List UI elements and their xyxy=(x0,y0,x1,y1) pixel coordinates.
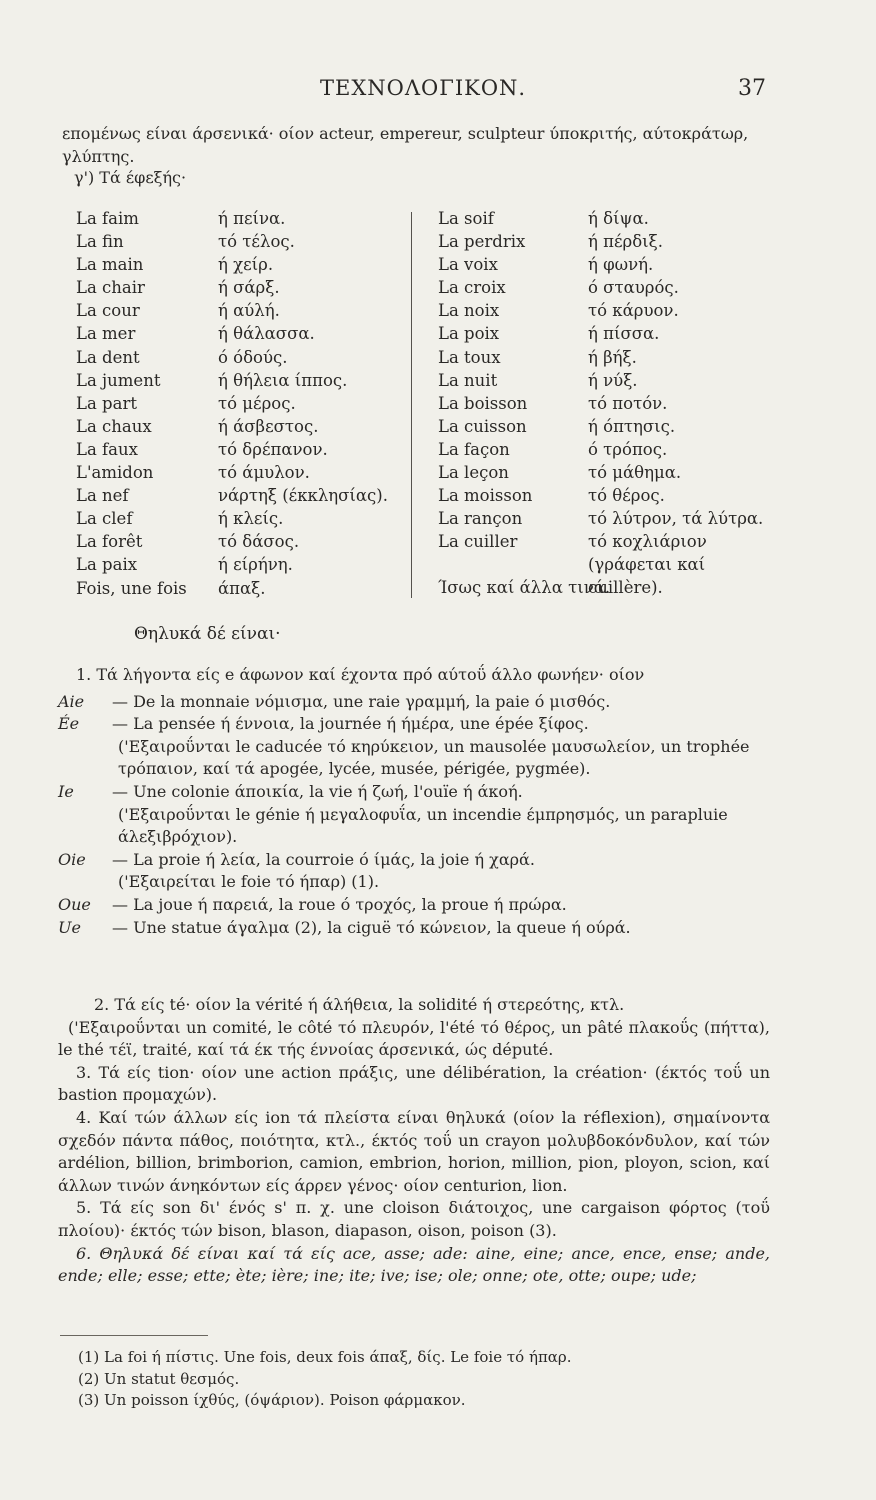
vocab-row xyxy=(438,507,778,530)
ending-ie: Ie — Une colonie άποικία, la vie ή ζωή, l'ouïe ή άκοή. xyxy=(58,781,770,804)
vocab-row xyxy=(76,299,406,322)
greek-translation: ή δίψα. xyxy=(588,209,649,228)
french-word: La chaux xyxy=(76,416,152,436)
vocab-row xyxy=(76,530,406,553)
greek-translation: τό μάθημα. xyxy=(588,463,682,483)
greek-translation: ή σάρξ. xyxy=(218,278,280,298)
french-word: La soif xyxy=(438,209,494,228)
french-word: La clef xyxy=(76,509,133,529)
feminine-endings xyxy=(58,664,770,939)
ending-label: Oue xyxy=(58,894,91,914)
exception-note: ('Εξαιροΰνται le génie ή μεγαλοφυΐα, un incendie έμπρησμός, un parapluie xyxy=(118,804,728,824)
vocab-row xyxy=(76,346,406,369)
vocab-row xyxy=(76,415,406,438)
greek-translation: ό όδούς. xyxy=(218,347,288,367)
greek-translation: τό θέρος. xyxy=(588,486,665,506)
vocab-row xyxy=(76,461,406,484)
greek-translation: ή αύλή. xyxy=(218,301,280,321)
rules-2-to-6 xyxy=(58,994,770,1288)
vocab-row xyxy=(438,415,778,438)
greek-translation: άπαξ. xyxy=(218,578,266,598)
vocab-row xyxy=(76,369,406,392)
rule-2: 2. Τά είς té· οίον la vérité ή άλήθεια, la solidité ή στερεότης, κτλ. xyxy=(94,995,625,1014)
french-word: La forêt xyxy=(76,532,143,552)
ending-label: Oie xyxy=(58,849,86,869)
greek-translation: ό τρόπος. xyxy=(588,439,668,459)
vocab-row xyxy=(438,392,778,415)
vocab-row xyxy=(76,253,406,276)
greek-translation: τό δάσος. xyxy=(218,532,300,552)
french-word: La paix xyxy=(76,555,138,575)
rule-5: 5. Τά είς son δι' ένός s' π. χ. une cloison διάτοιχος, une cargaison φόρτος (τοΰ πλοίου)· έκτός τών bison, blason, diapason, oison, poison (3). xyxy=(58,1198,770,1240)
french-word: La nuit xyxy=(438,370,498,390)
feminine-heading: Θηλυκά δέ είναι· xyxy=(134,624,281,644)
vocab-row xyxy=(76,207,406,230)
ending-label: Ue xyxy=(58,917,81,937)
greek-translation: ή πείνα. xyxy=(218,209,286,228)
greek-translation: ή πίσσα. xyxy=(588,324,660,344)
rule-6: 6. Θηλυκά δέ είναι καί τά είς ace, asse; ade: aine, eine; ance, ence, ense; ande, ende; elle; esse; ette; ète; ière; ine; ite; ive; ise; ole; onne; ote, otte; oupe; ude; xyxy=(58,1243,770,1286)
exception-note: τρόπαιον, καί τά apogée, lycée, musée, périgée, pygmée). xyxy=(118,759,591,779)
vocab-row xyxy=(438,369,778,392)
page-header xyxy=(0,76,876,106)
french-word: La croix xyxy=(438,278,506,298)
ending-oue: Oue — La joue ή παρειά, la roue ό τροχός, la proue ή πρώρα. xyxy=(58,894,770,917)
french-word: La cuiller xyxy=(438,532,518,552)
greek-translation: ή θήλεια ίππος. xyxy=(218,370,348,390)
running-title: ΤΕΧΝΟΛΟΓΙΚΟΝ. xyxy=(320,76,527,100)
greek-translation: τό τέλος. xyxy=(218,232,295,252)
greek-translation: ή βήξ. xyxy=(588,347,637,367)
french-word: La chair xyxy=(76,278,145,298)
vocab-row xyxy=(438,253,778,276)
ending-ee: Ée — La pensée ή έννοια, la journée ή ήμέρα, une épée ξίφος. xyxy=(58,713,770,736)
greek-translation: τό μέρος. xyxy=(218,393,296,413)
french-word: La perdrix xyxy=(438,232,526,252)
footnote-rule xyxy=(60,1335,208,1336)
vocab-row xyxy=(76,322,406,345)
french-word: La rançon xyxy=(438,509,523,529)
french-word: La leçon xyxy=(438,463,509,483)
greek-translation: τό κοχλιάριον (γράφεται καί cuillère). xyxy=(588,532,707,598)
greek-translation: ή είρήνη. xyxy=(218,555,293,575)
footnote: (1) La foi ή πίστις. Une fois, deux fois άπαξ, δίς. Le foie τό ήπαρ. xyxy=(78,1348,572,1366)
vocab-row xyxy=(76,553,406,576)
french-word: La nef xyxy=(76,486,129,506)
intro-paragraph xyxy=(62,122,768,168)
rule-3: 3. Τά είς tion· οίον une action πράξις, une délibération, la création· (έκτός τοΰ un bastion προμαχών). xyxy=(58,1062,770,1105)
vocab-row xyxy=(438,484,778,507)
ending-label: Ée xyxy=(58,714,80,734)
french-word: L'amidon xyxy=(76,463,154,483)
vocab-row xyxy=(438,299,778,322)
vocab-row xyxy=(438,322,778,345)
footnote: (2) Un statut θεσμός. xyxy=(78,1369,240,1388)
footnotes xyxy=(78,1347,572,1412)
greek-translation: νάρτηξ (έκκλησίας). xyxy=(218,486,388,506)
ending-label: Ie xyxy=(58,781,74,801)
french-word: La poix xyxy=(438,324,500,344)
rule-4: 4. Καί τών άλλων είς ion τά πλείστα είναι θηλυκά (οίον la réflexion), σημαίνοντα σχεδόν πάντα πάθος, ποιότητα, κτλ., έκτός τοΰ un crayon μολυβδοκόνδυλον, καί τών ardélion, billion, brimborion, camion, embrion, horion, million, pion, ployon, scion, καί άλλων τινών άνηκόντων είς άρρεν γένος· οίον centurion, lion. xyxy=(58,1107,770,1195)
vocab-column-right xyxy=(438,207,778,599)
greek-translation: τό κάρυον. xyxy=(588,301,679,321)
column-divider xyxy=(411,212,412,598)
vocab-row xyxy=(438,207,778,230)
french-word: La part xyxy=(76,393,137,413)
greek-translation: ό σταυρός. xyxy=(588,278,679,298)
page-number: 37 xyxy=(738,76,766,101)
french-word: La main xyxy=(76,255,144,275)
greek-translation: τό άμυλον. xyxy=(218,463,310,483)
greek-translation: ή κλείς. xyxy=(218,509,284,529)
greek-translation: τό λύτρον, τά λύτρα. xyxy=(588,509,764,529)
footnote: (3) Un poisson ίχθύς, (όψάριον). Poison φάρμακον. xyxy=(78,1391,466,1409)
french-word: La moisson xyxy=(438,486,533,506)
vocab-column-left xyxy=(76,207,406,600)
vocab-row xyxy=(76,230,406,253)
greek-translation: ή όπτησις. xyxy=(588,416,676,436)
greek-translation: ή θάλασσα. xyxy=(218,324,315,344)
vocab-row xyxy=(76,276,406,299)
french-word: Fois, une fois xyxy=(76,578,187,598)
greek-translation: ή φωνή. xyxy=(588,255,654,275)
greek-translation: τό δρέπανον. xyxy=(218,439,328,459)
vocab-subhead: γ') Τά έφεξής· xyxy=(74,168,187,187)
intro-line: γλύπτης. xyxy=(62,147,135,166)
exception-note: ('Εξαιροΰνται le caducée τό κηρύκειον, un mausolée μαυσωλείον, un trophée xyxy=(118,736,750,756)
vocab-row xyxy=(438,346,778,369)
greek-translation: ή άσβεστος. xyxy=(218,416,319,436)
french-word: La boisson xyxy=(438,393,528,413)
greek-translation: ή πέρδιξ. xyxy=(588,232,663,252)
french-word: La voix xyxy=(438,255,498,275)
exception-note: άλεξιβρόχιον). xyxy=(118,827,238,847)
vocab-row xyxy=(76,392,406,415)
french-word: La cuisson xyxy=(438,416,527,436)
french-word: La jument xyxy=(76,370,161,390)
rule-1: 1. Τά λήγοντα είς e άφωνον καί έχοντα πρό αύτοΰ άλλο φωνήεν· οίον xyxy=(76,665,645,684)
intro-line: επομένως είναι άρσενικά· οίον acteur, empereur, sculpteur ύποκριτής, αύτοκράτωρ, xyxy=(62,124,749,143)
french-word: La façon xyxy=(438,439,510,459)
vocab-row xyxy=(76,484,406,507)
vocab-row xyxy=(438,276,778,299)
exception-note: ('Εξαιρείται le foie τό ήπαρ) (1). xyxy=(118,872,380,892)
french-word: La toux xyxy=(438,347,501,367)
vocab-row xyxy=(438,461,778,484)
french-word: La mer xyxy=(76,324,136,344)
french-word: La faux xyxy=(76,439,138,459)
french-word: La cour xyxy=(76,301,140,321)
french-word: La noix xyxy=(438,301,500,321)
ending-ue: Ue — Une statue άγαλμα (2), la ciguë τό κώνειον, la queue ή ούρά. xyxy=(58,917,770,940)
vocab-row xyxy=(76,507,406,530)
french-word: La faim xyxy=(76,209,139,228)
greek-translation: τό ποτόν. xyxy=(588,393,668,413)
french-word: La fin xyxy=(76,232,124,252)
vocab-row xyxy=(438,438,778,461)
rule-2-exceptions: ('Εξαιροΰνται un comité, le côté τό πλευρόν, l'été τό θέρος, un pâté πλακοΰς (πήττα), le thé τέϊ, traité, καί τά έκ τής έννοίας άρσενικά, ώς député. xyxy=(58,1017,770,1060)
greek-translation: ή νύξ. xyxy=(588,370,638,390)
vocab-row xyxy=(76,438,406,461)
ending-oie: Oie — La proie ή λεία, la courroie ό ίμάς, la joie ή χαρά. xyxy=(58,849,770,872)
ending-label: Aie xyxy=(58,691,85,711)
ending-aie: Aie — De la monnaie νόμισμα, une raie γραμμή, la paie ό μισθός. xyxy=(58,691,770,714)
vocab-closing-note: Ίσως καί άλλα τινά. xyxy=(438,578,611,598)
vocab-row xyxy=(76,577,406,600)
vocab-row xyxy=(438,230,778,253)
greek-translation: ή χείρ. xyxy=(218,255,274,275)
french-word: La dent xyxy=(76,347,140,367)
